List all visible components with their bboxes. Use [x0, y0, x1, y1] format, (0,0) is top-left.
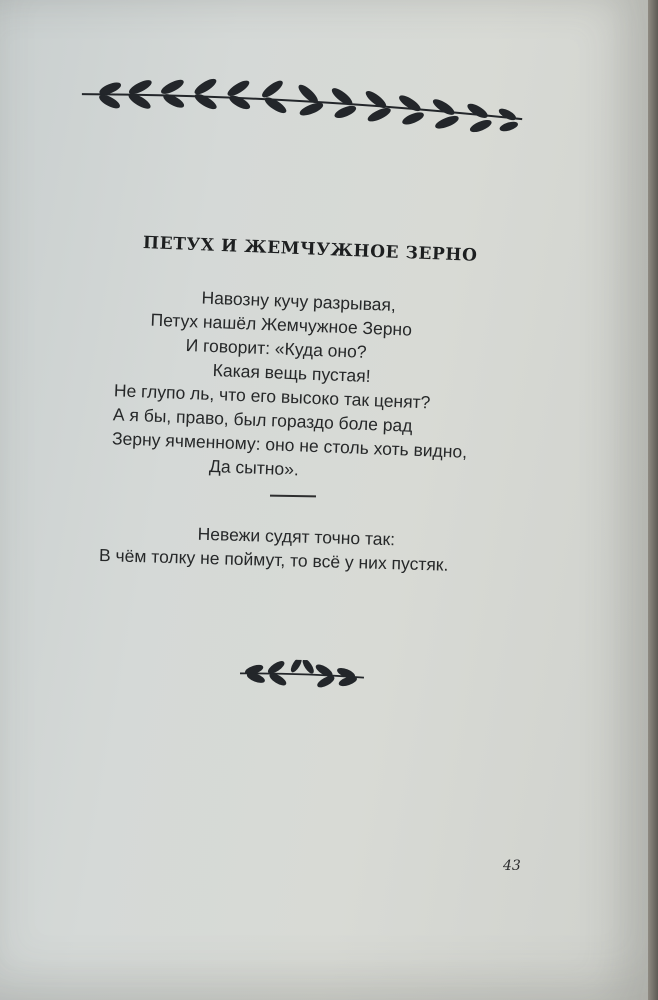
poem-line: Зерну ячменному: оно не столь хоть видно,: [111, 428, 468, 462]
poem-stanza: [110, 284, 530, 480]
book-spine-edge: [648, 0, 658, 1000]
moral-line: В чём толку не поймут, то всё у них пустяк.: [98, 544, 449, 575]
poem-line: Не глупо ль, что его высоко так ценят?: [113, 380, 431, 413]
fable-moral: [98, 521, 520, 575]
poem-line: А я бы, право, был гораздо боле рад: [112, 404, 413, 436]
fable-title: ПЕТУХ И ЖЕМЧУЖНОЕ ЗЕРНО: [142, 233, 478, 266]
poem-line: Да сытно».: [208, 455, 300, 480]
poem-line: Петух нашёл Жемчужное Зерно: [150, 309, 413, 340]
poem-line: Какая вещь пустая!: [212, 360, 371, 387]
sprig-ornament-icon: [238, 658, 367, 691]
moral-line: Невежи судят точно так:: [197, 523, 396, 550]
laurel-branch-ornament-icon: [79, 70, 526, 137]
section-separator: [270, 495, 316, 498]
page-number: 43: [503, 858, 521, 874]
poem-line: Навозну кучу разрывая,: [201, 287, 397, 315]
poem-line: И говорит: «Куда оно?: [185, 334, 367, 362]
